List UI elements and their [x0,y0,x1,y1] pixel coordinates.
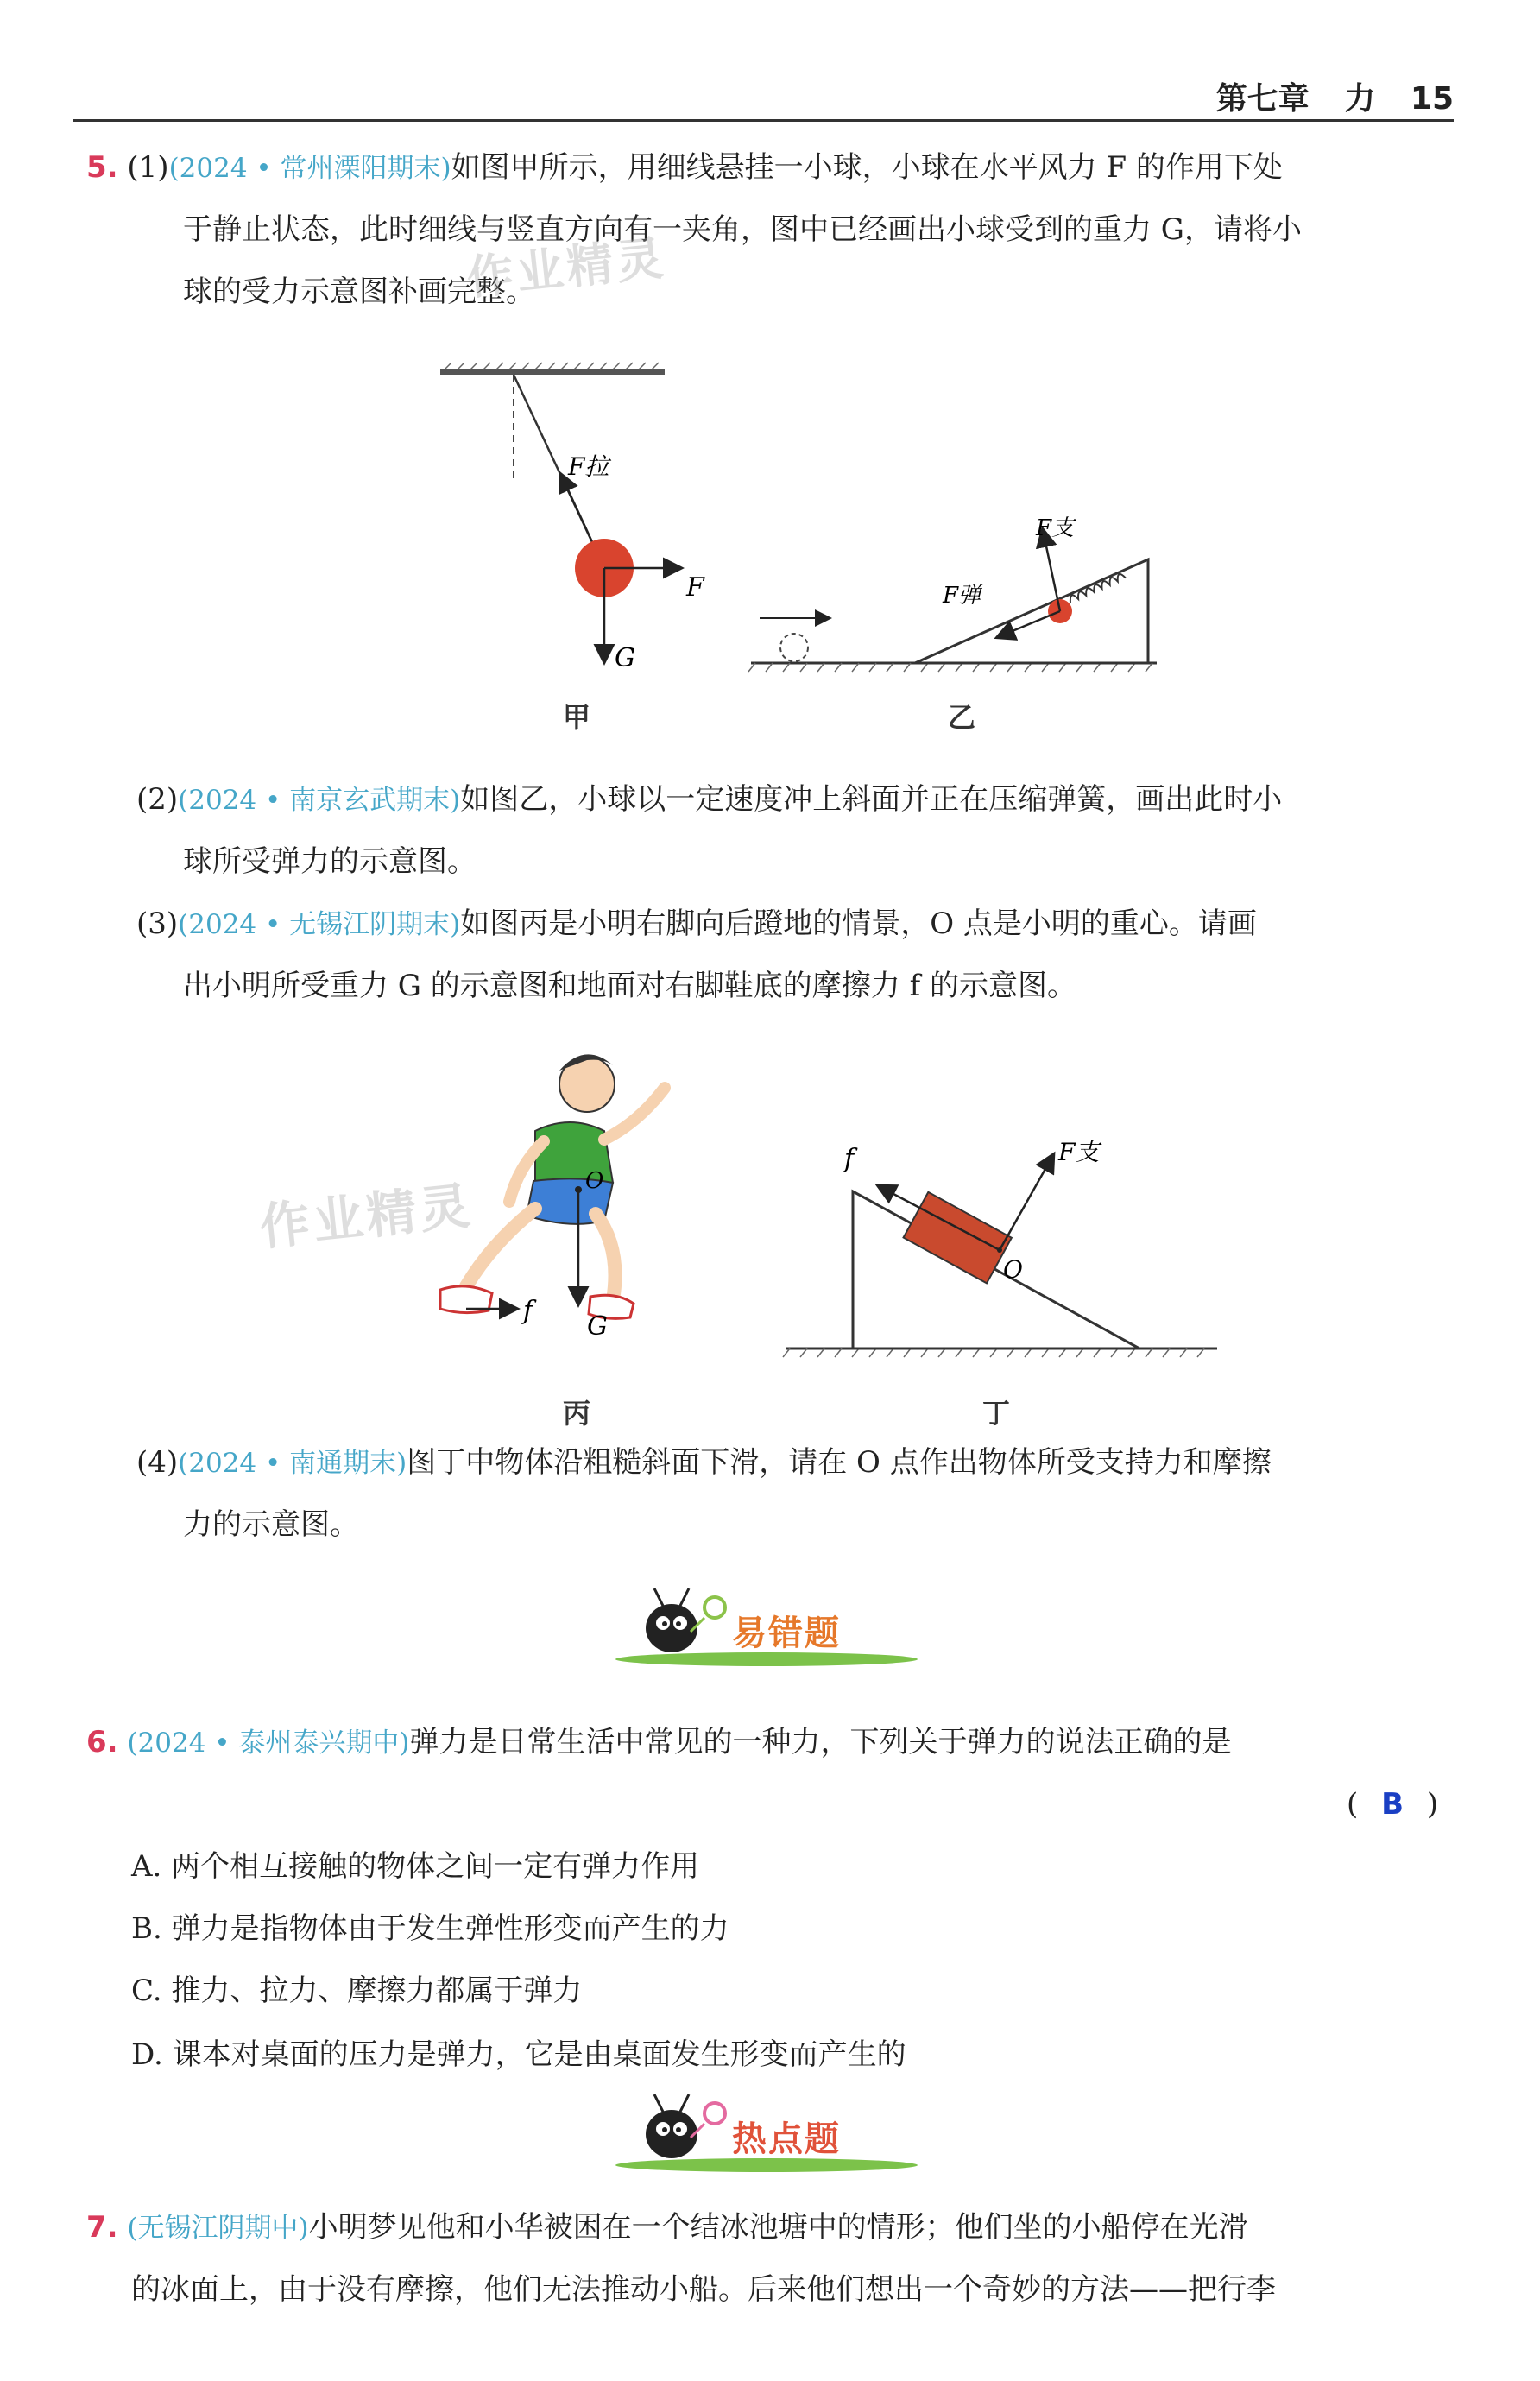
caption-ding: 丁 [982,1397,1011,1430]
label-f: F [686,572,704,603]
chapter-title: 力 [1344,81,1376,117]
q5-p3-text1: 如图丙是小明右脚向后蹬地的情景，O 点是小明的重心。请画 [460,906,1257,941]
q7-text1: 小明梦见他和小华被困在一个结冰池塘中的情形；他们坐的小船停在光滑 [308,2210,1248,2245]
watermark-2: 作业精灵 [256,1176,477,1257]
label-f-bing: f [523,1296,533,1326]
caption-yi: 乙 [948,701,976,734]
arrow-f-tan [998,611,1060,637]
q5-p1-line2: 于静止状态，此时细线与竖直方向有一夹角，图中已经画出小球受到的重力 G，请将小 [183,212,1302,247]
arrow-f-zhi-ding [1000,1155,1053,1250]
label-g: G [615,643,635,673]
q5-p3-line2: 出小明所受重力 G 的示意图和地面对右脚鞋底的摩擦力 f 的示意图。 [183,969,1076,1003]
incline [853,1191,1139,1348]
label-o-bing: O [585,1168,604,1194]
q5-p1-label: (1) [127,150,169,185]
runner-leg-front [596,1214,615,1300]
q6-line1 [86,1723,1231,1762]
q5-p1-line3: 球的受力示意图补画完整。 [183,275,535,309]
q5-p1-line1 [86,148,1283,187]
q5-p4-line2: 力的示意图。 [183,1507,359,1542]
page-header [73,67,1454,122]
q7-line1 [86,2208,1248,2247]
chapter-label: 第七章 [1215,81,1310,117]
banner-yicuoti-text: 易错题 [732,1614,841,1653]
q6-answer-bracket [1347,1785,1438,1823]
banner-yicuoti [594,1575,922,1670]
ramp [915,559,1148,663]
figure-jia [423,354,734,734]
q5-p4-label: (4) [136,1445,179,1480]
label-f-tan: F弹 [943,583,981,609]
arrow-f-zhi [1043,530,1060,611]
q6-number: 6. [86,1725,118,1759]
figure-yi [742,501,1174,691]
q7-number: 7. [86,2210,118,2245]
q5-p2-source: (2024 • 南京玄武期末) [178,785,461,816]
watermark: 作业精灵 [464,231,670,306]
figure-ding [777,1114,1226,1373]
q7-line2: 的冰面上，由于没有摩擦，他们无法推动小船。后来他们想出一个奇妙的方法——把行李 [131,2272,1276,2307]
q6-paren-open: ( [1347,1787,1359,1822]
label-f-zhi-ding: F支 [1058,1138,1100,1166]
label-o-ding: O [1003,1255,1023,1284]
banner-redianti [594,2081,922,2176]
header-right [1192,74,1454,118]
q5-p1-source: (2024 • 常州溧阳期末) [168,153,451,184]
label-f-la: F拉 [568,452,609,481]
q5-p1-text1: 如图甲所示，用细线悬挂一小球，小球在水平风力 F 的作用下处 [451,150,1283,185]
q6-option-d: D. 课本对桌面的压力是弹力，它是由桌面发生形变而产生的 [131,2037,906,2072]
ceiling [440,369,665,375]
q5-p4-line1 [136,1443,1272,1482]
q5-p2-line2: 球所受弹力的示意图。 [183,844,477,879]
q5-number: 5. [86,150,118,185]
q5-p2-line1 [136,780,1282,819]
banner-redianti-text: 热点题 [732,2119,841,2159]
runner-arm-front [604,1088,665,1140]
q5-p3-label: (3) [136,906,179,941]
q6-option-b: B. 弹力是指物体由于发生弹性形变而产生的力 [131,1911,729,1946]
page-number: 15 [1410,81,1454,117]
ball-dashed [780,634,808,661]
q6-option-c: C. 推力、拉力、摩擦力都属于弹力 [131,1974,583,2008]
ceiling-hatch [445,363,659,369]
runner-leg-back [466,1209,535,1286]
q6-paren-close: ) [1426,1787,1439,1822]
q6-answer: B [1381,1787,1404,1822]
q5-p3-source: (2024 • 无锡江阴期末) [178,909,461,940]
caption-bing: 丙 [563,1397,591,1430]
q5-p4-text1: 图丁中物体沿粗糙斜面下滑，请在 O 点作出物体所受支持力和摩擦 [407,1445,1272,1480]
q5-p4-source: (2024 • 南通期末) [178,1448,407,1479]
caption-jia: 甲 [563,701,591,734]
q5-p2-label: (2) [136,782,179,817]
label-g-bing: G [587,1311,608,1342]
q6-source: (2024 • 泰州泰兴期中) [127,1727,410,1759]
label-f-ding: f [844,1144,855,1174]
label-f-zhi: F支 [1036,515,1075,541]
q6-option-a: A. 两个相互接触的物体之间一定有弹力作用 [131,1849,700,1884]
spring [1068,572,1126,603]
q5-p3-line1 [136,905,1257,944]
q6-stem: 弹力是日常生活中常见的一种力，下列关于弹力的说法正确的是 [409,1725,1232,1759]
q5-p2-text1: 如图乙，小球以一定速度冲上斜面并正在压缩弹簧，画出此时小 [460,782,1283,817]
q7-source: (无锡江阴期中) [127,2213,309,2244]
